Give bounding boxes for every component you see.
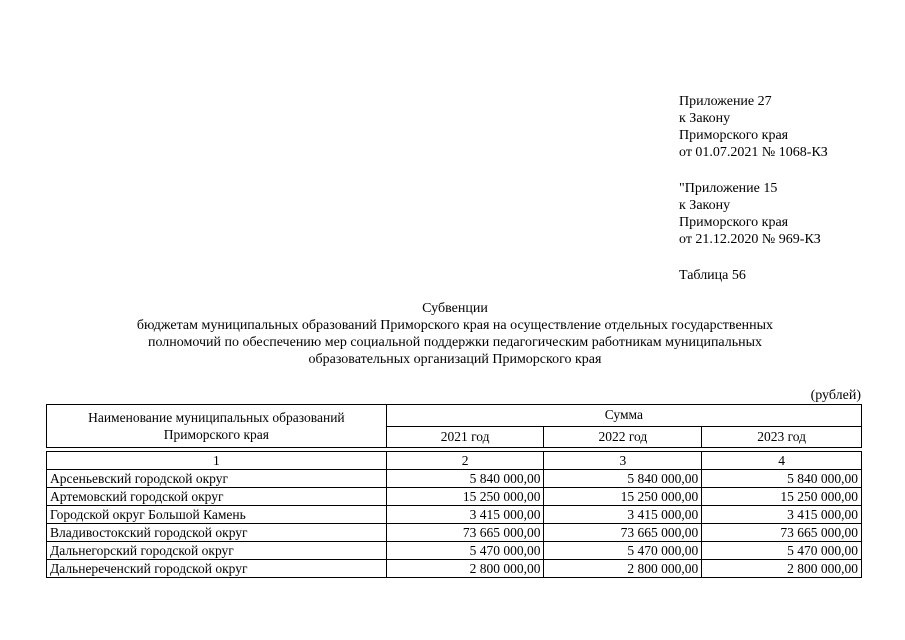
table-row [47,524,862,542]
appendix-law-ref: к Закону [679,198,731,213]
document-title [60,300,850,368]
table-row [47,560,862,578]
subventions-table [46,404,862,578]
table-row [47,542,862,560]
amount-2023-cell: 2 800 000,00 [702,560,862,578]
appendix-amended-header [679,180,821,248]
title-line-1: Субвенции [422,301,488,316]
municipality-name-cell: Дальнереченский городской округ [47,560,387,578]
amount-2021-cell: 2 800 000,00 [386,560,544,578]
amount-2022-cell: 5 840 000,00 [544,470,702,488]
header-name-line-1: Наименование муниципальных образований [88,410,345,425]
amount-2023-cell: 15 250 000,00 [702,488,862,506]
table-number [679,267,746,284]
amount-2023-cell: 5 470 000,00 [702,542,862,560]
municipality-name-cell: Артемовский городской округ [47,488,387,506]
header-name-line-2: Приморского края [163,427,269,442]
amount-2022-cell: 3 415 000,00 [544,506,702,524]
table-row [47,506,862,524]
appendix-date-number: от 01.07.2021 № 1068-КЗ [679,145,828,160]
municipality-name-cell: Владивостокский городской округ [47,524,387,542]
title-line-3: полномочий по обеспечению мер социальной поддержки педагогическим работникам муниципальных [147,335,763,350]
title-line-4: образовательных организаций Приморского края [308,352,602,367]
amount-2021-cell: 15 250 000,00 [386,488,544,506]
amount-2022-cell: 2 800 000,00 [544,560,702,578]
table-row [47,488,862,506]
header-year-2023: 2023 год [702,426,862,448]
appendix-law-ref: к Закону [679,111,731,126]
amount-2021-cell: 5 840 000,00 [386,470,544,488]
amount-2022-cell: 5 470 000,00 [544,542,702,560]
column-number: 1 [47,452,387,470]
municipality-name-cell: Арсеньевский городской округ [47,470,387,488]
amount-2023-cell: 5 840 000,00 [702,470,862,488]
municipality-name-cell: Дальнегорский городской округ [47,542,387,560]
table-number-label: Таблица 56 [679,268,746,283]
appendix-region: Приморского края [679,128,789,143]
column-number: 3 [544,452,702,470]
header-row [47,405,862,427]
amount-2021-cell: 5 470 000,00 [386,542,544,560]
header-name-cell [47,405,387,448]
header-sum-cell: Сумма [386,405,861,427]
header-year-2021: 2021 год [386,426,544,448]
header-year-2022: 2022 год [544,426,702,448]
column-number: 4 [702,452,862,470]
amount-2021-cell: 73 665 000,00 [386,524,544,542]
title-line-2: бюджетам муниципальных образований Приморского края на осуществление отдельных государственных [136,318,774,333]
amount-2022-cell: 15 250 000,00 [544,488,702,506]
appendix-current-header [679,93,828,161]
unit-label: (рублей) [810,388,861,403]
amount-2023-cell: 73 665 000,00 [702,524,862,542]
column-number: 2 [386,452,544,470]
appendix-title: Приложение 27 [679,94,772,109]
amount-2023-cell: 3 415 000,00 [702,506,862,524]
table-row [47,470,862,488]
appendix-region: Приморского края [679,215,789,230]
amount-2022-cell: 73 665 000,00 [544,524,702,542]
municipality-name-cell: Городской округ Большой Камень [47,506,387,524]
appendix-title: "Приложение 15 [679,181,778,196]
amount-2021-cell: 3 415 000,00 [386,506,544,524]
appendix-date-number: от 21.12.2020 № 969-КЗ [679,232,821,247]
column-numbers-row [47,452,862,470]
